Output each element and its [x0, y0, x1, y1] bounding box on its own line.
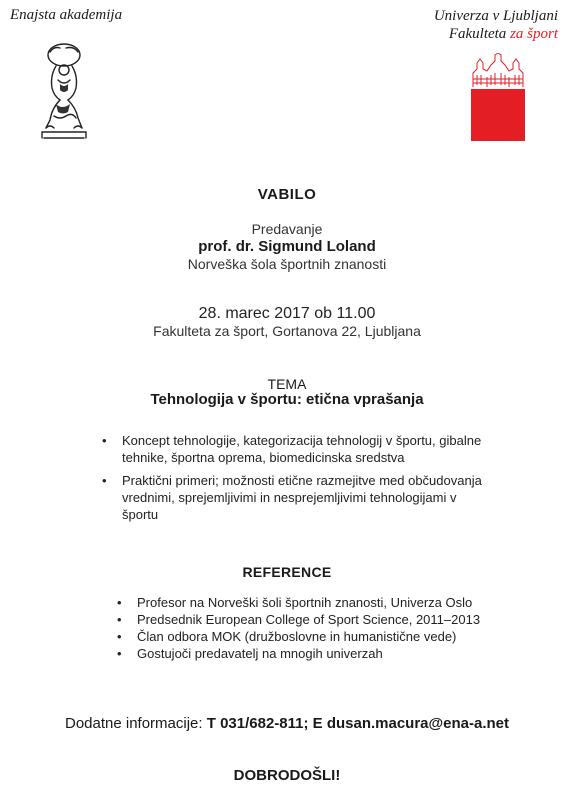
- topic-bullet-list: [102, 432, 482, 529]
- closing-greeting: DOBRODOŠLI!: [233, 767, 341, 784]
- right-organization-name: [434, 7, 558, 43]
- contact-info: [0, 715, 574, 732]
- faculty-name: Fakulteta za šport: [448, 26, 558, 42]
- topic-heading: TEMA: [267, 376, 307, 392]
- speaker-name: prof. dr. Sigmund Loland: [198, 238, 376, 255]
- references-list: [117, 594, 497, 662]
- invitation-title: VABILO: [257, 186, 317, 203]
- statue-logo-icon: [36, 40, 92, 142]
- list-item: • Gostujoči predavatelj na mnogih univerzah: [117, 645, 497, 662]
- topic-title: Tehnologija v športu: etična vprašanja: [150, 391, 424, 408]
- university-logo-icon: [471, 53, 525, 141]
- lecture-type: Predavanje: [251, 221, 323, 237]
- event-venue: Fakulteta za šport, Gortanova 22, Ljubljana: [153, 323, 421, 339]
- list-item: • Praktični primeri; možnosti etične razmejitve med občudovanja vrednimi, sprejemljivimi in nesprejemljivimi tehnologijami v športu: [102, 472, 482, 523]
- list-item: • Član odbora MOK (družboslovne in humanistične vede): [117, 628, 497, 645]
- list-item: • Profesor na Norveški šoli športnih znanosti, Univerza Oslo: [117, 594, 497, 611]
- list-item: • Predsednik European College of Sport Science, 2011–2013: [117, 611, 497, 628]
- contact-details: T 031/682-811; E dusan.macura@ena-a.net: [206, 715, 509, 732]
- list-item: • Koncept tehnologije, kategorizacija tehnologij v športu, gibalne tehnike, športna oprema, biomedicinska sredstva: [102, 432, 482, 466]
- speaker-institution: Norveška šola športnih znanosti: [187, 256, 387, 272]
- contact-label: Dodatne informacije:: [64, 715, 203, 732]
- university-name: Univerza v Ljubljani: [433, 8, 558, 24]
- event-datetime: 28. marec 2017 ob 11.00: [198, 305, 376, 322]
- references-heading: REFERENCE: [242, 564, 332, 580]
- left-organization-name: Enajsta akademija: [10, 7, 123, 23]
